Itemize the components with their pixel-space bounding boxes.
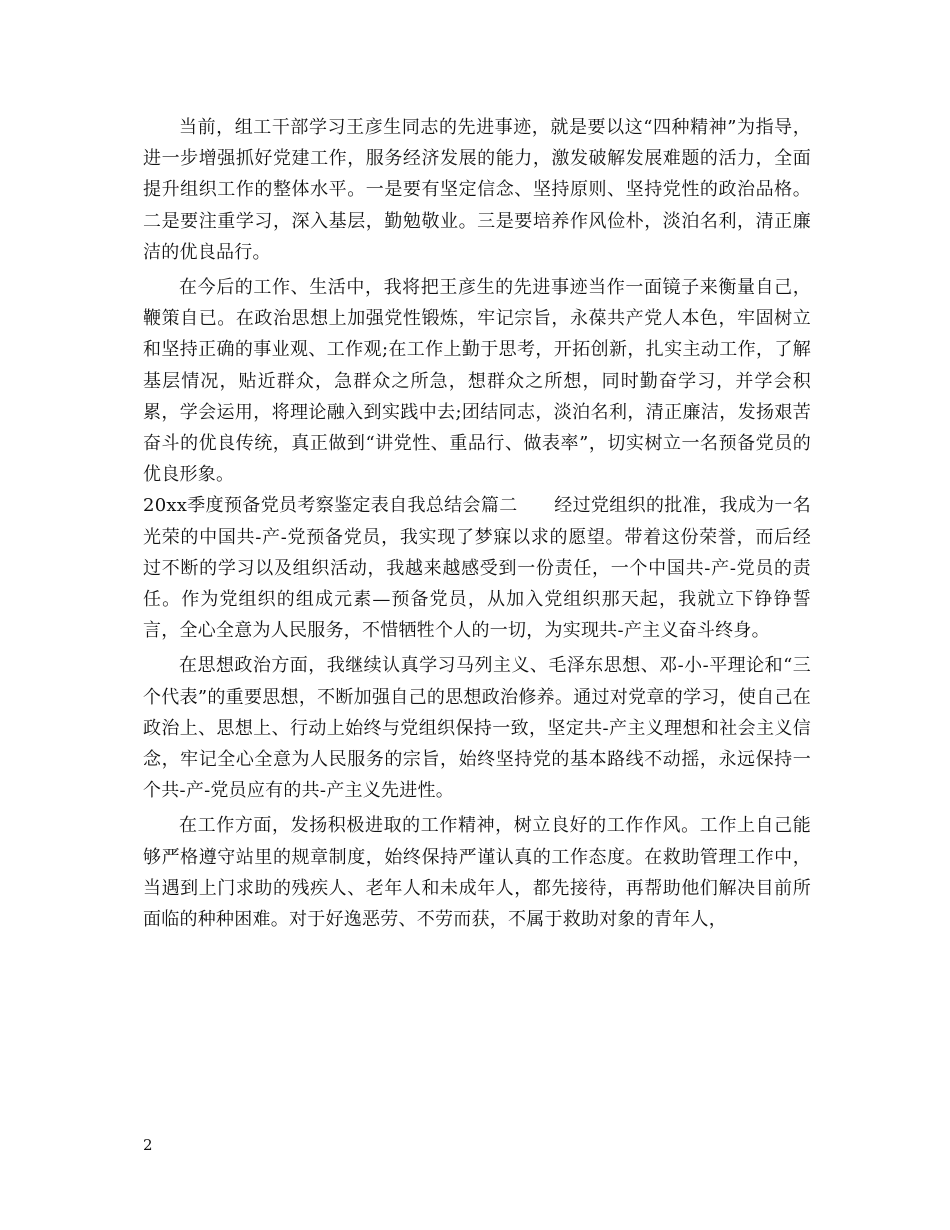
paragraph-4: 在思想政治方面，我继续认真学习马列主义、毛泽东思想、邓-小-平理论和“三个代表”的重要思想，不断加强自己的思想政治修养。通过对党章的学习，使自己在政治上、思想上、行动上始终与党组织保持一致，坚定共-产主义理想和社会主义信念，牢记全心全意为人民服务的宗旨，始终坚持党的基本路线不动摇，永远保持一个共-产-党员应有的共-产主义先进性。 bbox=[143, 655, 811, 802]
page-number: 2 bbox=[143, 1136, 153, 1154]
paragraph-2: 在今后的工作、生活中，我将把王彦生的先进事迹当作一面镜子来衡量自己，鞭策自已。在政治思想上加强党性锻炼，牢记宗旨，永葆共产党人本色，牢固树立和坚持正确的事业观、工作观;在工作上勤于思考，开拓创新，扎实主动工作，了解基层情况，贴近群众，急群众之所急，想群众之所想，同时勤奋学习，并学会积累，学会运用，将理论融入到实践中去;团结同志，淡泊名利，清正廉洁，发扬艰苦奋斗的优良传统，真正做到“讲党性、重品行、做表率”，切实树立一名预备党员的优良形象。 bbox=[143, 277, 811, 486]
paragraph-1: 当前，组工干部学习王彦生同志的先进事迹，就是要以这“四种精神”为指导，进一步增强抓好党建工作，服务经济发展的能力，激发破解发展难题的活力，全面提升组织工作的整体水平。一是要有坚定信念、坚持原则、坚持党性的政治品格。二是要注重学习，深入基层，勤勉敬业。三是要培养作风俭朴，淡泊名利，清正廉洁的优良品行。 bbox=[143, 117, 811, 263]
paragraph-5: 在工作方面，发扬积极进取的工作精神，树立良好的工作作风。工作上自己能够严格遵守站里的规章制度，始终保持严谨认真的工作态度。在救助管理工作中，当遇到上门求助的残疾人、老年人和未成年人，都先接待，再帮助他们解决目前所面临的种种困难。对于好逸恶劳、不劳而获，不属于救助对象的青年人， bbox=[143, 815, 811, 931]
paragraph-3-section-heading: 20xx季度预备党员考察鉴定表自我总结会篇二 经过党组织的批准，我成为一名光荣的中国共-产-党预备党员，我实现了梦寐以求的愿望。带着这份荣誉，而后经过不断的学习以及组织活动，我越来越感受到一份责任，一个中国共-产-党员的责任。作为党组织的组成元素—预备党员，从加入党组织那天起，我就立下铮铮誓言，全心全意为人民服务，不惜牺牲个人的一切，为实现共-产主义奋斗终身。 bbox=[143, 495, 811, 642]
document-body bbox=[143, 112, 811, 935]
